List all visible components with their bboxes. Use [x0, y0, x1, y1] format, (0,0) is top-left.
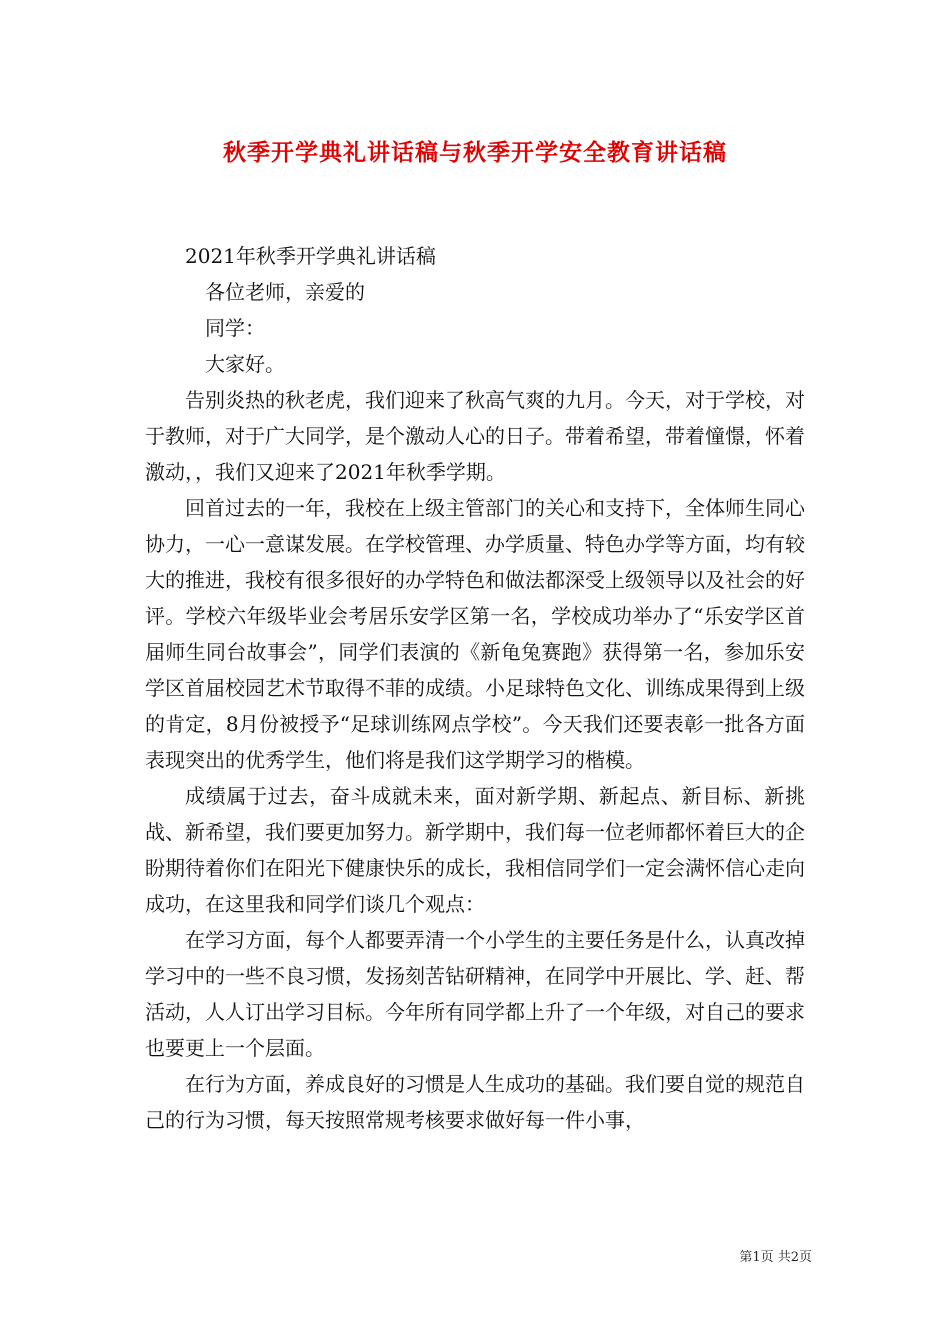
greeting: 大家好。	[205, 352, 285, 376]
paragraph-1: 告别炎热的秋老虎，我们迎来了秋高气爽的九月。今天，对于学校，对于教师，对于广大同学，是个激动人心的日子。带着希望，带着憧憬，怀着激动，，我们又迎来了2021年秋季学期。	[145, 388, 805, 484]
paragraph-5: 在行为方面，养成良好的习惯是人生成功的基础。我们要自觉的规范自己的行为习惯，每天按照常规考核要求做好每一件小事，	[145, 1072, 805, 1132]
speech-subtitle: 2021年秋季开学典礼讲话稿	[185, 244, 436, 268]
document-body	[145, 238, 805, 1138]
document-title: 秋季开学典礼讲话稿与秋季开学安全教育讲话稿	[223, 139, 727, 166]
salutation-line-1: 各位老师，亲爱的	[205, 280, 365, 304]
paragraph-3: 成绩属于过去，奋斗成就未来，面对新学期、新起点、新目标、新挑战、新希望，我们要更加努力。新学期中，我们每一位老师都怀着巨大的企盼期待着你们在阳光下健康快乐的成长，我相信同学们一定会满怀信心走向成功，在这里我和同学们谈几个观点：	[145, 784, 805, 916]
salutation-line-2: 同学：	[205, 316, 265, 340]
paragraph-2: 回首过去的一年，我校在上级主管部门的关心和支持下，全体师生同心协力，一心一意谋发展。在学校管理、办学质量、特色办学等方面，均有较大的推进，我校有很多很好的办学特色和做法都深受上级领导以及社会的好评。学校六年级毕业会考居乐安学区第一名，学校成功举办了“乐安学区首届师生同台故事会”，同学们表演的《新龟兔赛跑》获得第一名，参加乐安学区首届校园艺术节取得不菲的成绩。小足球特色文化、训练成果得到上级的肯定，8月份被授予“足球训练网点学校”。今天我们还要表彰一批各方面表现突出的优秀学生，他们将是我们这学期学习的楷模。	[145, 496, 805, 772]
page-number: 第1页 共2页	[739, 1250, 812, 1265]
paragraph-4: 在学习方面，每个人都要弄清一个小学生的主要任务是什么，认真改掉学习中的一些不良习惯，发扬刻苦钻研精神，在同学中开展比、学、赶、帮活动，人人订出学习目标。今年所有同学都上升了一个年级，对自己的要求也要更上一个层面。	[145, 928, 805, 1060]
